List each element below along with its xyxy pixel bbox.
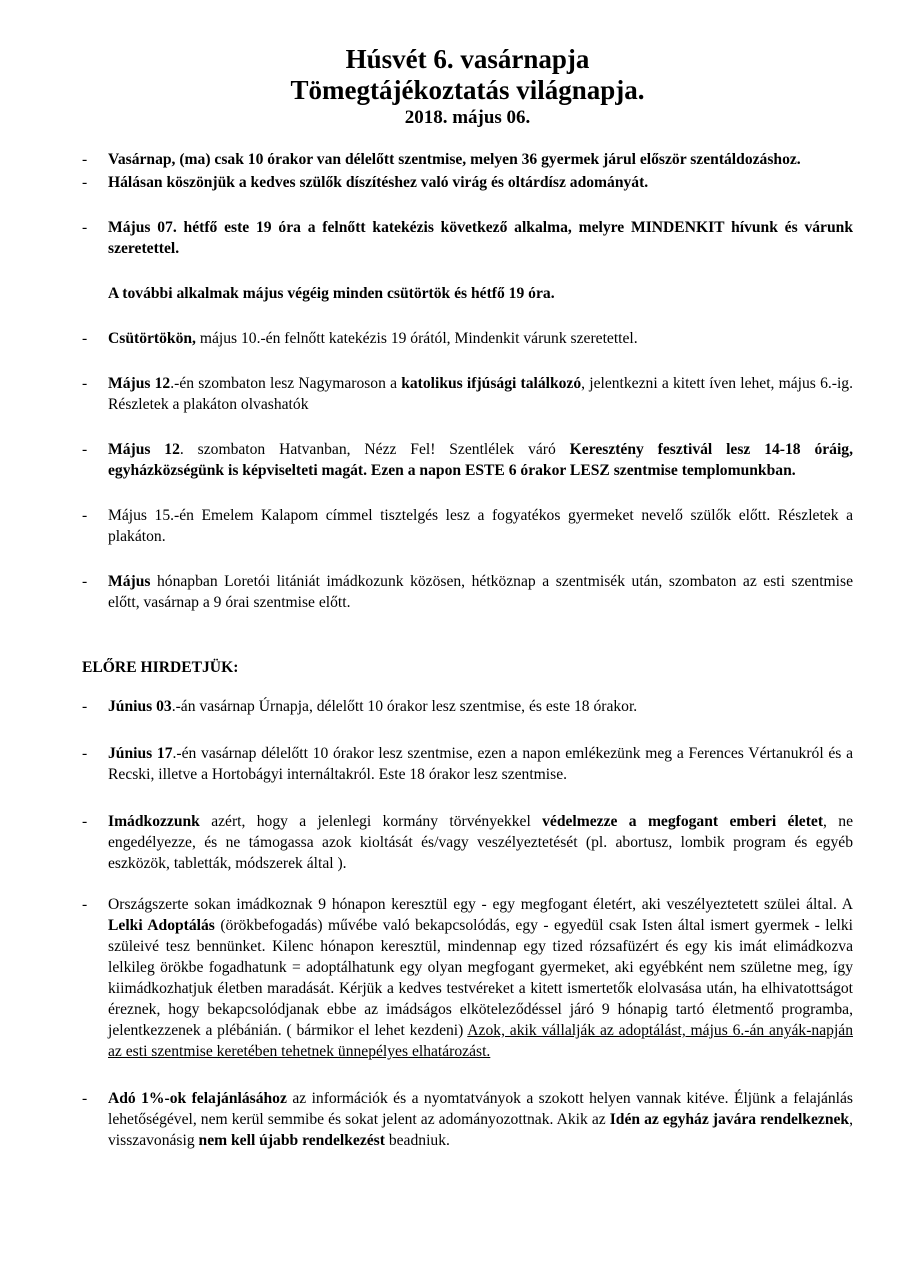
adoption-bold: Lelki Adoptálás [108, 917, 215, 934]
prayer-bold-1: Imádkozzunk [108, 813, 200, 830]
announcement-youth-meeting [82, 373, 853, 415]
thanks-text: Hálásan köszönjük a kedves szülők díszítéshez való virág és oltárdísz adományát. [108, 174, 649, 191]
announcement-thursday [82, 328, 853, 349]
announcement-festival [82, 439, 853, 481]
festival-bold: Keresztény fesztivál lesz 14-18 óráig, egyházközségünk is képviselteti magát. Ezen a napon ESTE 6 órakor LESZ szentmise templomunkban. [108, 441, 853, 479]
adoption-text-2: (örökbefogadás) művébe való bekapcsolódás, egy - egyedül csak Isten által ismert gyermek - lelki szüleivé tesz bennünket. Kilenc hónapon keresztül, mindennap egy tized rózsafüzért és egy kis imát elimádkozva lelkileg örökbe fogadhatunk = adoptálhatunk egy olyan megfogant gyermeket, aki egyébként nem születne meg, így kiimádkozhatjuk életben maradását. Kérjük a kedves testvéreket a kitett ismertetők elolvasása után, ha elhivatottságot éreznek, hogy bekapcsolódjanak ebbe az imádságos elköteleződéssel járó 9 hónapig tartó életmentő programba, jelentkezzenek a plébánián. ( bármikor el lehet kezdeni) [108, 917, 853, 1039]
announcement-spiritual-adoption [82, 894, 853, 1062]
martyrs-date: Június 17 [108, 745, 173, 762]
announcement-tribute [82, 505, 853, 547]
tax-text-1: az információk és a nyomtatványok a szokott helyen vannak kitéve. Éljünk a felajánlás lehetőségével, nem kerül semmibe és sokat jelent az adományozottnak. Akik az [108, 1090, 854, 1128]
tax-bold-2: Idén az egyház javára rendelkeznek [609, 1111, 850, 1128]
youth-text-1: .-én szombaton lesz Nagymaroson a [170, 375, 402, 392]
title-line-2: Tömegtájékoztatás világnapja. [290, 75, 645, 105]
tax-bold-3: nem kell újabb rendelkezést [198, 1132, 385, 1149]
tax-bold-1: Adó 1%-ok felajánlásához [108, 1090, 287, 1107]
announcement-catechesis [82, 217, 853, 259]
bulletin-date: 2018. május 06. [404, 107, 531, 128]
corpus-christi-text: .-án vasárnap Úrnapja, délelőtt 10 órakor lesz szentmise, és este 18 órakor. [171, 698, 638, 715]
announcement-tax-donation [82, 1088, 853, 1151]
youth-text-2: , jelentkezni a kitett íven lehet, május 6.-ig. Részletek a plakáton olvashatók [108, 375, 853, 413]
prayer-text-1: azért, hogy a jelenlegi kormány törvényekkel [199, 813, 543, 830]
litany-bold: Május [108, 573, 151, 590]
thursday-text: május 10.-én felnőtt katekézis 19 órától, Mindenkit várunk szeretettel. [195, 330, 638, 347]
announcement-martyrs [82, 743, 853, 785]
tribute-text: Május 15.-én Emelem Kalapom címmel tisztelgés lesz a fogyatékos gyermeket nevelő szülők előtt. Részletek a plakáton. [108, 507, 853, 545]
adoption-underlined: Azok, akik vállalják az adoptálást, május 6.-án anyák-napján az esti szentmise keretében tehetnek ünnepélyes elhatározást. [108, 1022, 853, 1060]
first-communion-text: Vasárnap, (ma) csak 10 órakor van délelőtt szentmise, melyen 36 gyermek járul először szentáldozáshoz. [108, 151, 801, 168]
announcement-corpus-christi [82, 696, 853, 717]
section-heading-advance: ELŐRE HIRDETJÜK: [82, 659, 239, 676]
tax-text-2: , visszavonásig [108, 1111, 853, 1149]
festival-date: Május 12 [108, 441, 180, 458]
youth-event: katolikus ifjúsági találkozó [401, 375, 582, 392]
title-line-1: Húsvét 6. vasárnapja [345, 44, 590, 74]
thursday-bold: Csütörtökön, [108, 330, 196, 347]
announcement-thanks [82, 172, 853, 193]
catechesis-note: A további alkalmak május végéig minden csütörtök és hétfő 19 óra. [108, 285, 555, 302]
martyrs-text: .-én vasárnap délelőtt 10 órakor lesz szentmise, ezen a napon emlékezünk meg a Ferences Vértanukról és a Recski, illetve a Hortobágyi internáltakról. Este 18 órakor lesz szentmise. [108, 745, 853, 783]
prayer-text-2: , ne engedélyezze, és ne támogassa azok kioltását és/vagy veszélyeztetését (pl. abortusz, lombik program és egyéb eszközök, tabletták, módszerek által ). [108, 813, 854, 872]
announcement-first-communion [82, 149, 853, 170]
tax-text-3: beadniuk. [384, 1132, 450, 1149]
prayer-bold-2: védelmezze a megfogant emberi életet [542, 813, 824, 830]
catechesis-text: Május 07. hétfő este 19 óra a felnőtt katekézis következő alkalma, melyre MINDENKIT hívunk és várunk szeretettel. [108, 219, 853, 257]
festival-text-1: . szombaton Hatvanban, Nézz Fel! Szentlélek váró [179, 441, 570, 458]
youth-date: Május 12 [108, 375, 171, 392]
announcement-litany [82, 571, 853, 613]
corpus-christi-date: Június 03 [108, 698, 172, 715]
adoption-text-1: Országszerte sokan imádkoznak 9 hónapon keresztül egy - egy megfogant életért, aki veszélyeztetett szülei által. A [108, 896, 853, 913]
litany-text: hónapban Loretói litániát imádkozunk közösen, hétköznap a szentmisék után, szombaton az esti szentmise előtt, vasárnap a 9 órai szentmise előtt. [108, 573, 853, 611]
announcement-prayer-life [82, 811, 853, 874]
